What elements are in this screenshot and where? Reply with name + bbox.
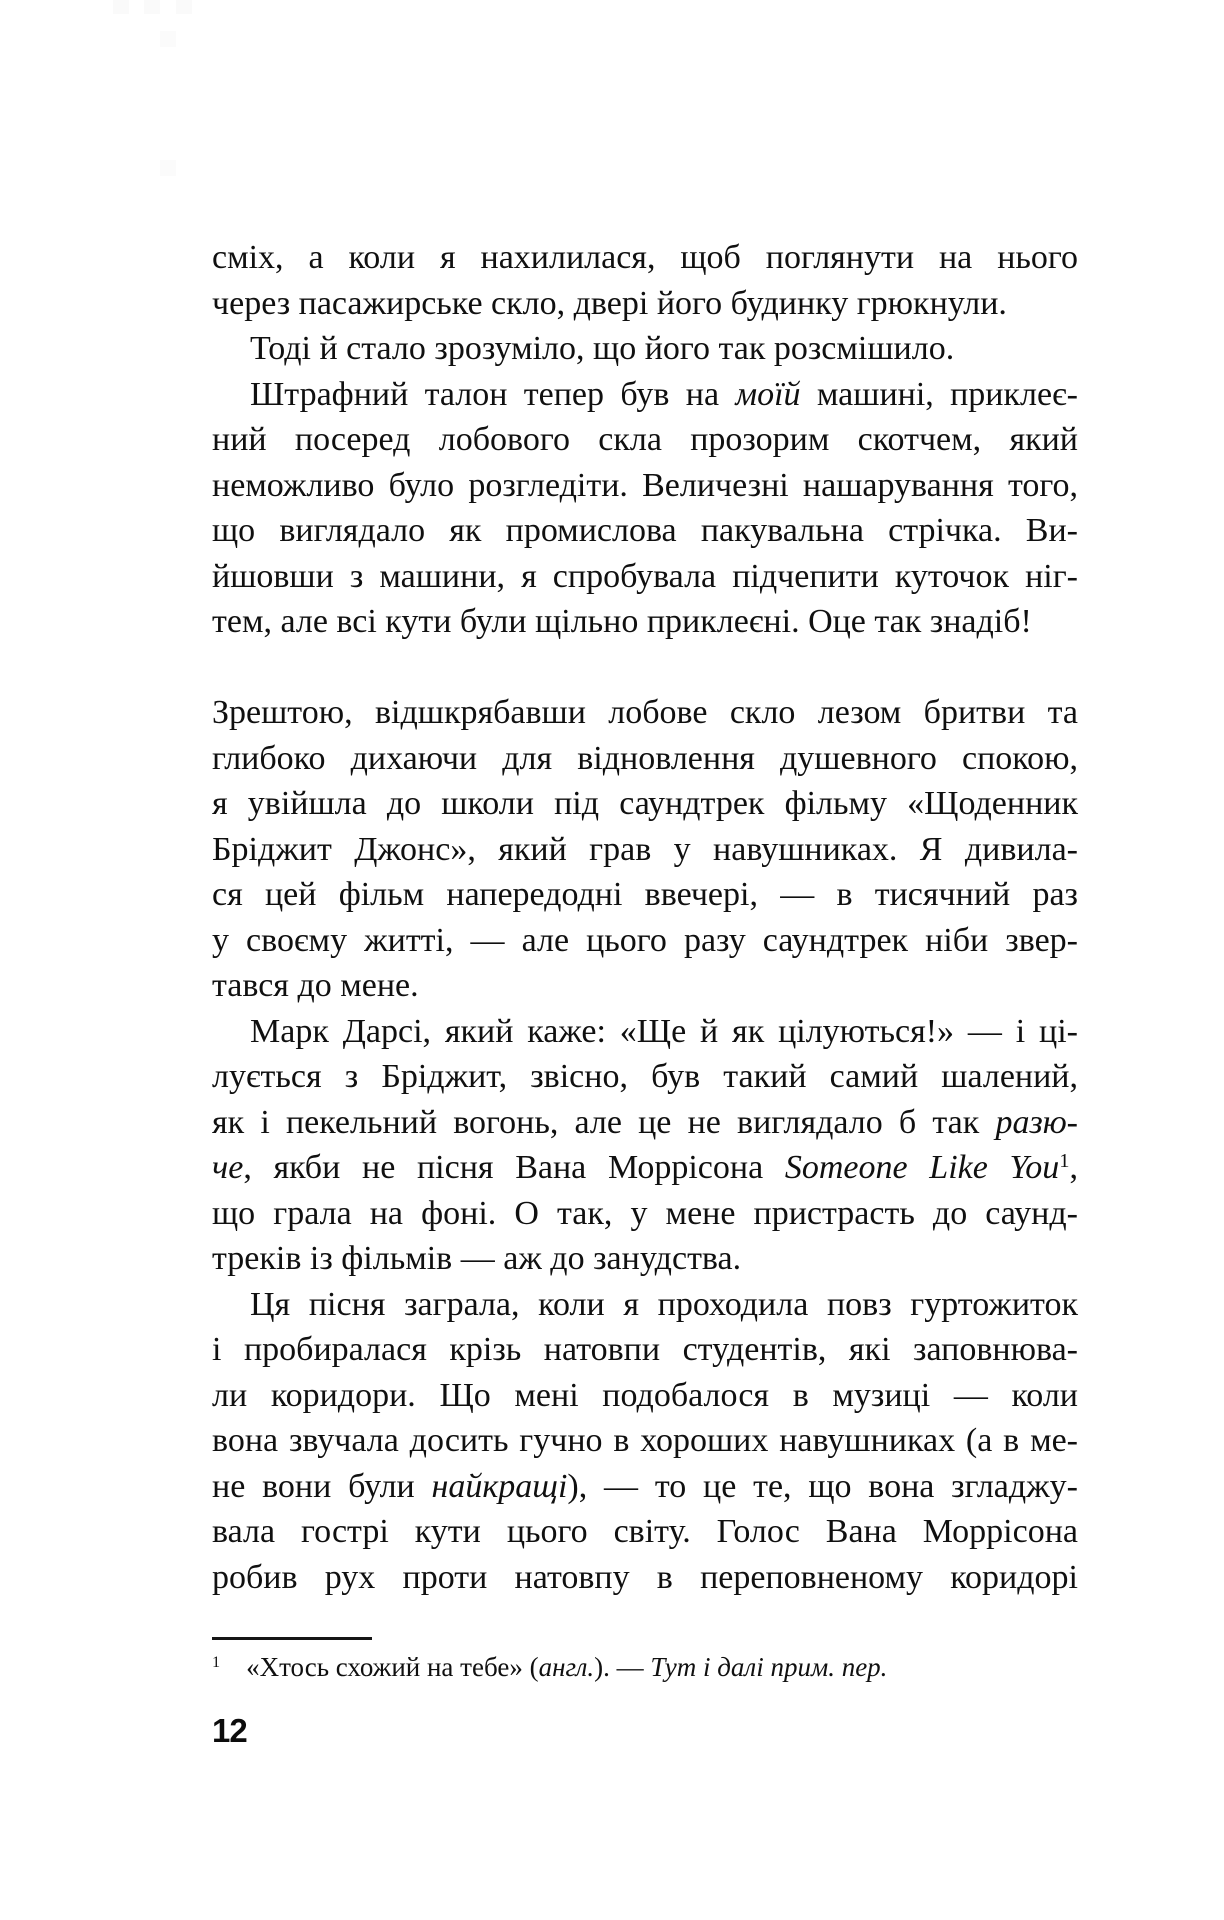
text-segment: ), — то це те, що вона згладжу- xyxy=(567,1467,1078,1505)
footnote-marker: 1 xyxy=(212,1653,221,1672)
text-line xyxy=(212,1009,1078,1055)
text-segment: Бріджит Джонс», який грав у навушниках. Я дивила- xyxy=(212,830,1078,868)
text-segment: що грала на фоні. О так, у мене пристрасть до саунд- xyxy=(212,1194,1078,1232)
text-segment: Ця пісня заграла, коли я проходила повз гуртожиток xyxy=(250,1285,1078,1323)
text-line xyxy=(212,1282,1078,1328)
italic-text: Someone Like You xyxy=(784,1149,1060,1186)
text-segment: робив рух проти натовпу в переповненому коридорі xyxy=(212,1558,1078,1596)
text-line xyxy=(212,1327,1078,1373)
italic-text: найкращі xyxy=(431,1467,568,1505)
text-line xyxy=(212,1555,1078,1601)
text-line xyxy=(212,736,1078,782)
text-line xyxy=(212,554,1078,600)
text-segment: Штрафний талон тепер був на xyxy=(250,375,736,413)
text-segment: треків із фільмів — аж до занудства. xyxy=(212,1240,742,1277)
scan-artifact xyxy=(144,0,160,14)
text-segment: ли коридори. Що мені подобалося в музиці — коли xyxy=(212,1376,1078,1414)
italic-text: че xyxy=(212,1149,244,1186)
text-line xyxy=(212,827,1078,873)
text-line xyxy=(212,963,1078,1009)
text-segment: що виглядало як промислова пакувальна стрічка. Ви- xyxy=(212,512,1078,549)
text-segment: ся цей фільм напередодні ввечері, — в тисячний раз xyxy=(212,876,1078,913)
text-line xyxy=(212,1509,1078,1555)
italic-text: разю- xyxy=(995,1103,1078,1141)
italic-text: англ. xyxy=(538,1652,595,1682)
scan-artifact xyxy=(176,0,192,14)
text-segment: неможливо було розгледіти. Величезні нашарування того, xyxy=(212,466,1078,504)
text-segment: через пасажирське скло, двері його будинку грюкнули. xyxy=(212,284,1007,322)
italic-text: моїй xyxy=(735,375,801,413)
footnote-rule xyxy=(212,1637,372,1640)
text-segment: Зрештою, відшкрябавши лобове скло лезом бритви та xyxy=(212,694,1078,731)
text-segment: не вони були xyxy=(212,1467,432,1505)
text-segment: тем, але всі кути були щільно приклеєні. Оце так знадіб! xyxy=(212,603,1032,640)
text-segment: я увійшла до школи під саундтрек фільму «Щоденник xyxy=(212,785,1078,822)
text-line xyxy=(212,1373,1078,1419)
text-line xyxy=(212,781,1078,827)
text-segment: як і пекельний вогонь, але це не виглядало б так xyxy=(212,1103,996,1141)
scan-artifact xyxy=(160,31,176,47)
page-number: 12 xyxy=(212,1712,247,1749)
text-line xyxy=(212,1464,1078,1510)
text-segment: Марк Дарсі, який каже: «Ще й як цілуються!» — і ці- xyxy=(250,1012,1078,1050)
footnote-reference: 1 xyxy=(1059,1149,1070,1172)
text-segment: вала гострі кути цього світу. Голос Вана Моррісона xyxy=(212,1513,1078,1550)
text-line xyxy=(212,326,1078,372)
text-line xyxy=(212,1100,1078,1146)
text-segment: і пробиралася крізь натовпи студентів, які заповнюва- xyxy=(212,1331,1078,1368)
text-line xyxy=(212,872,1078,918)
text-segment: сміх, а коли я нахилилася, щоб поглянути на нього xyxy=(212,239,1078,276)
text-segment: ). — xyxy=(594,1652,651,1682)
text-line xyxy=(212,1145,1078,1191)
scan-artifact xyxy=(113,0,129,14)
text-line xyxy=(212,1236,1078,1282)
paragraph-gap xyxy=(212,645,1078,691)
italic-text: Тут і далі прим. пер. xyxy=(650,1652,888,1682)
page-text xyxy=(212,235,1078,1600)
text-line xyxy=(212,463,1078,509)
text-segment: тався до мене. xyxy=(212,967,419,1004)
scan-artifact xyxy=(160,160,176,176)
text-line xyxy=(212,417,1078,463)
text-line xyxy=(212,1418,1078,1464)
text-line xyxy=(212,372,1078,418)
text-segment: «Хтось схожий на тебе» ( xyxy=(246,1652,539,1682)
text-line xyxy=(212,1054,1078,1100)
text-line xyxy=(212,690,1078,736)
text-segment: машині, приклеє- xyxy=(800,375,1078,413)
text-line xyxy=(212,918,1078,964)
text-segment: глибоко дихаючи для відновлення душевного спокою, xyxy=(212,739,1078,777)
text-line xyxy=(212,235,1078,281)
text-line xyxy=(212,599,1078,645)
text-segment: Тоді й стало зрозуміло, що його так розсмішило. xyxy=(250,330,955,367)
text-segment: лується з Бріджит, звісно, був такий самий шалений, xyxy=(212,1058,1078,1095)
text-segment: , xyxy=(1069,1149,1078,1186)
text-line xyxy=(212,508,1078,554)
footnote xyxy=(212,1650,1078,1684)
text-segment: , якби не пісня Вана Моррісона xyxy=(243,1149,785,1186)
text-line xyxy=(212,281,1078,327)
text-segment: вона звучала досить гучно в хороших навушниках (а в ме- xyxy=(212,1422,1078,1459)
text-line xyxy=(212,1191,1078,1237)
text-segment: ний посеред лобового скла прозорим скотчем, який xyxy=(212,421,1078,458)
text-segment: у своєму житті, — але цього разу саундтрек ніби звер- xyxy=(212,921,1078,959)
text-segment: йшовши з машини, я спробувала підчепити куточок ніг- xyxy=(212,557,1078,595)
